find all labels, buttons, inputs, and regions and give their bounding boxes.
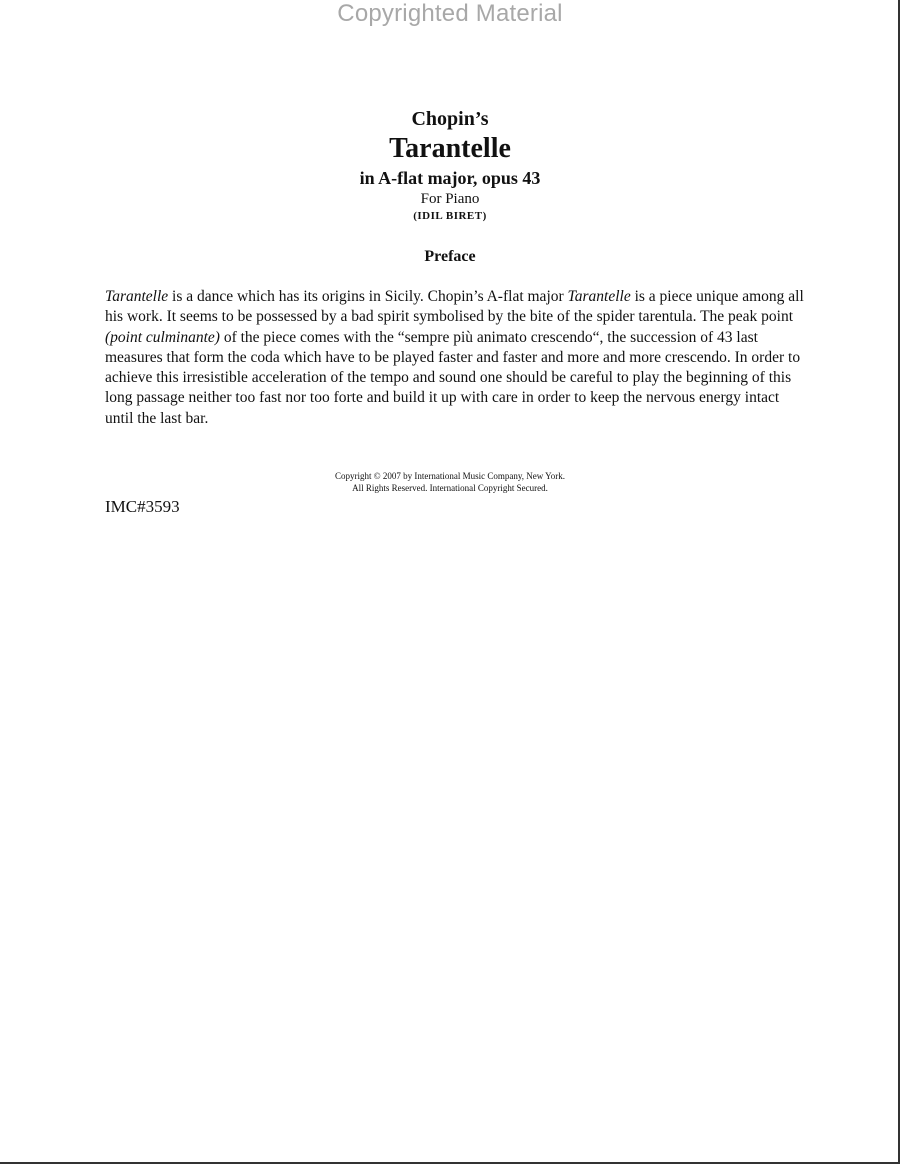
piece-title: Tarantelle xyxy=(389,133,511,164)
preface-body xyxy=(105,287,805,429)
preface-paragraph xyxy=(105,287,805,429)
composer-heading: Chopin’s xyxy=(411,108,489,130)
preface-segment: is a piece unique among all his work. It seems to be possessed by a bad spirit symbolised by the bite of the spider tarentula. The peak point xyxy=(105,288,804,326)
catalog-number: IMC#3593 xyxy=(105,497,180,516)
preface-heading: Preface xyxy=(424,248,476,265)
performer-line: (IDIL BIRET) xyxy=(413,210,487,222)
preface-segment-italic: Tarantelle xyxy=(567,288,631,305)
copyright-notice xyxy=(0,470,900,494)
preface-segment-italic: (point culminante) xyxy=(105,328,220,346)
copyright-watermark: Copyrighted Material xyxy=(337,0,563,27)
copyright-line-1: Copyright © 2007 by International Music Company, New York. xyxy=(335,471,565,481)
key-and-opus: in A-flat major, opus 43 xyxy=(359,168,541,188)
preface-segment: of the piece comes with the “sempre più animato crescendo“, the succession of 43 last measures that form the coda which have to be played faster and faster and more and more crescendo. In order to achieve this irresistible acceleration of the tempo and sound one should be careful to play the beginning of this long passage neither too fast nor too forte and build it up with care in order to keep the nervous energy intact until the last bar. xyxy=(105,328,801,427)
preface-segment: is a dance which has its origins in Sicily. Chopin’s A-flat major xyxy=(168,288,568,305)
preface-segment-italic: Tarantelle xyxy=(105,288,169,305)
instrument-line: For Piano xyxy=(420,191,480,207)
title-block xyxy=(0,106,900,224)
copyright-line-2: All Rights Reserved. International Copyright Secured. xyxy=(352,483,548,493)
